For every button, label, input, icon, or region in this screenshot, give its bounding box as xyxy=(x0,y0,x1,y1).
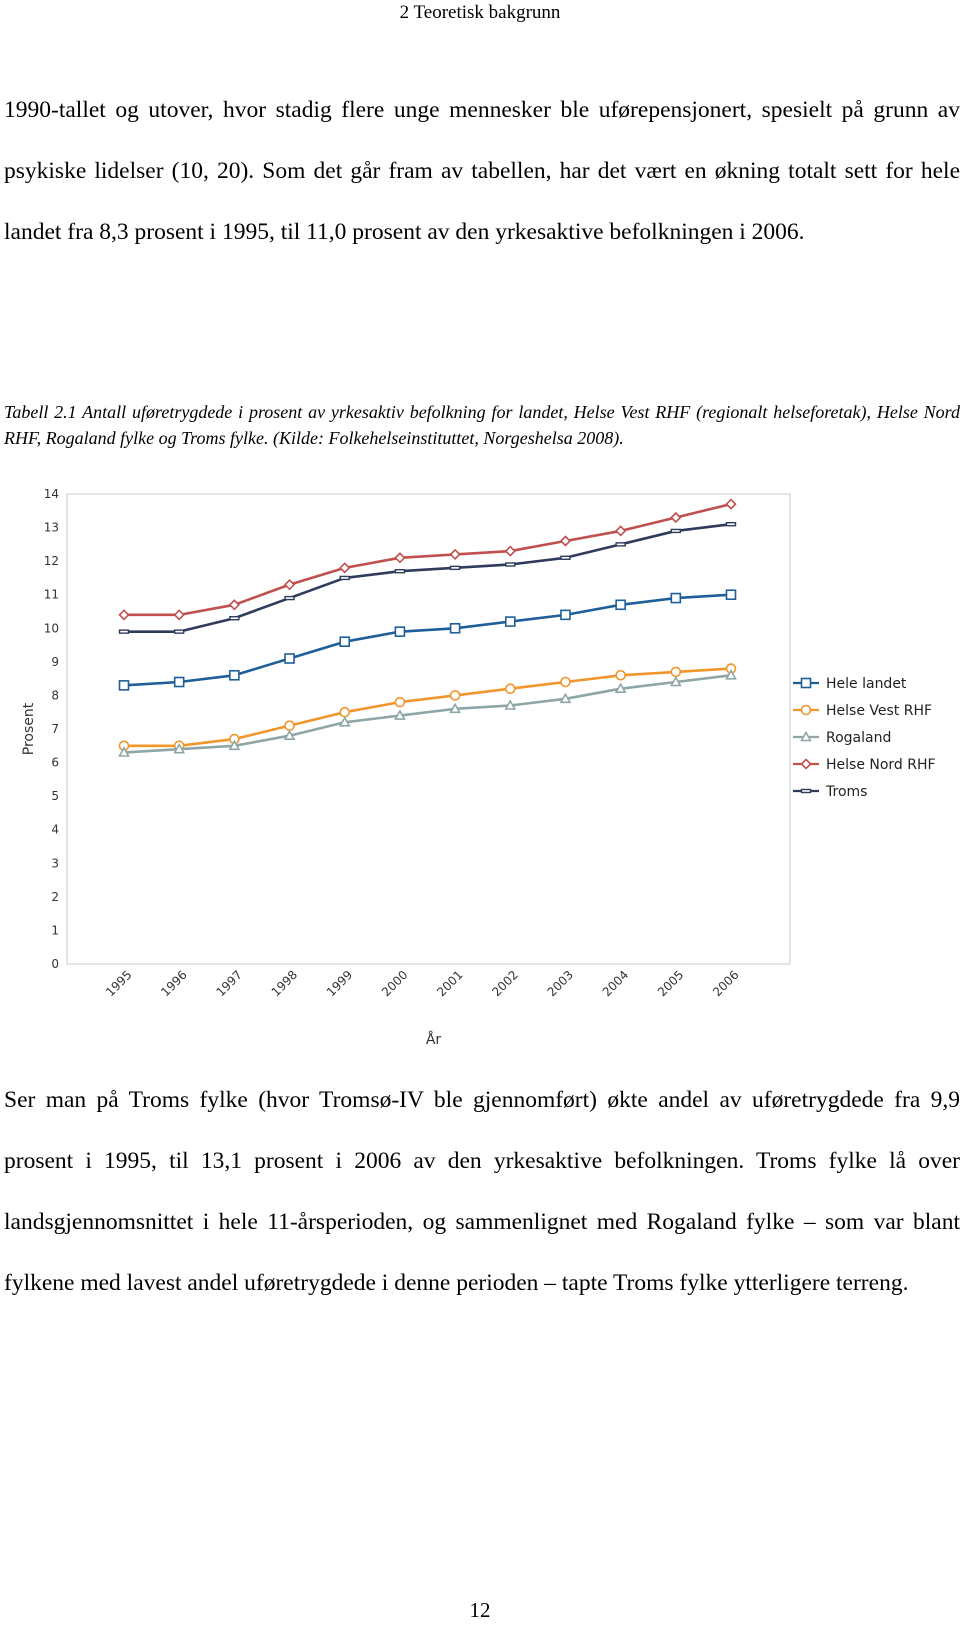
data-point-marker xyxy=(802,706,811,715)
x-tick-label: 2000 xyxy=(379,967,411,1000)
x-tick-label: 2006 xyxy=(710,967,742,1000)
legend-label: Helse Nord RHF xyxy=(826,757,936,773)
page-number: 12 xyxy=(469,1598,491,1622)
data-point-marker xyxy=(671,594,680,603)
y-tick-label: 7 xyxy=(51,722,59,736)
plot-area xyxy=(67,494,790,964)
data-point-marker xyxy=(506,617,515,626)
body-paragraph-1: 1990-tallet og utover, hvor stadig flere unge mennesker ble uførepensjonert, spesielt på grunn av psykiske lidelser (10, 20). Som det går fram av tabellen, har det vært en økning totalt sett for hele landet fra 8,3 prosent i 1995, til 11,0 prosent av den yrkesaktive befolkningen i 2006. xyxy=(4,97,960,245)
y-tick-label: 13 xyxy=(43,520,59,535)
y-axis-label: Prosent xyxy=(21,702,37,756)
x-tick-label: 2003 xyxy=(544,967,577,1000)
x-axis-label: År xyxy=(425,1032,442,1048)
data-point-marker xyxy=(285,721,294,730)
x-tick-label: 1995 xyxy=(103,967,135,1000)
x-tick-label: 2001 xyxy=(434,967,466,1000)
x-tick-label: 1996 xyxy=(158,967,190,1000)
y-tick-label: 14 xyxy=(43,487,59,501)
data-point-marker xyxy=(616,600,625,609)
y-tick-label: 3 xyxy=(51,856,59,871)
data-point-marker xyxy=(340,708,349,717)
y-tick-label: 6 xyxy=(51,755,59,770)
data-point-marker xyxy=(727,590,736,599)
y-tick-label: 9 xyxy=(51,654,59,669)
data-point-marker xyxy=(616,671,625,680)
data-point-marker xyxy=(395,698,404,707)
x-tick-label: 2005 xyxy=(654,967,687,1000)
data-point-marker xyxy=(285,654,294,663)
data-point-marker xyxy=(802,790,811,793)
data-point-marker xyxy=(395,627,404,636)
running-header xyxy=(0,0,960,26)
x-tick-label: 1999 xyxy=(323,967,356,1000)
data-point-marker xyxy=(340,576,349,579)
data-point-marker xyxy=(451,566,460,569)
x-tick-label: 2004 xyxy=(599,967,632,1000)
legend-label: Rogaland xyxy=(826,730,892,746)
data-point-marker xyxy=(395,570,404,573)
data-point-marker xyxy=(230,671,239,680)
y-tick-label: 11 xyxy=(43,587,59,602)
data-point-marker xyxy=(802,760,811,769)
running-title: 2 Teoretisk bakgrunn xyxy=(399,2,561,23)
data-point-marker xyxy=(561,556,570,559)
data-point-marker xyxy=(671,667,680,676)
page-footer xyxy=(0,1598,960,1623)
body-paragraph-2: Ser man på Troms fylke (hvor Tromsø-IV ble gjennomført) økte andel av uføretrygdede fra 9,9 prosent i 1995, til 13,1 prosent i 2006 av den yrkesaktive befolkningen. Troms fylke lå over landsgjennomsnittet i hele 11-årsperioden, og sammenlignet med Rogaland fylke – som var blant fylkene med lavest andel uføretrygdede i denne perioden – tapte Troms fylke ytterligere terreng. xyxy=(4,1087,960,1296)
y-tick-label: 0 xyxy=(51,957,59,971)
table-caption: Tabell 2.1 Antall uføretrygdede i prosent av yrkesaktiv befolkning for landet, Helse Vest RHF (regionalt helseforetak), Helse Nord RHF, Rogaland fylke og Troms fylke. (Kilde: Folkehelseinstituttet, Norgeshelsa 2008). xyxy=(4,402,960,448)
y-tick-label: 10 xyxy=(43,621,59,636)
x-tick-label: 1998 xyxy=(268,967,301,1000)
data-point-marker xyxy=(506,684,515,693)
data-point-marker xyxy=(561,678,570,687)
data-point-marker xyxy=(802,733,811,741)
data-point-marker xyxy=(802,679,811,688)
y-tick-label: 1 xyxy=(51,923,59,938)
y-tick-label: 5 xyxy=(51,789,59,804)
x-tick-label: 1997 xyxy=(213,967,245,1000)
data-point-marker xyxy=(120,681,129,690)
data-point-marker xyxy=(451,624,460,633)
data-point-marker xyxy=(175,630,184,633)
data-point-marker xyxy=(285,597,294,600)
legend-label: Helse Vest RHF xyxy=(826,703,933,719)
chart-svg xyxy=(0,480,960,1050)
y-tick-label: 2 xyxy=(51,889,59,904)
data-point-marker xyxy=(340,637,349,646)
y-tick-label: 8 xyxy=(51,688,59,703)
data-point-marker xyxy=(561,610,570,619)
data-point-marker xyxy=(230,617,239,620)
data-point-marker xyxy=(727,523,736,526)
data-point-marker xyxy=(451,691,460,700)
data-point-marker xyxy=(175,678,184,687)
data-point-marker xyxy=(616,543,625,546)
legend-label: Hele landet xyxy=(826,676,907,692)
data-point-marker xyxy=(506,563,515,566)
x-tick-label: 2002 xyxy=(489,967,521,1000)
data-point-marker xyxy=(120,630,129,633)
y-tick-label: 12 xyxy=(43,554,59,569)
data-point-marker xyxy=(671,529,680,532)
legend-label: Troms xyxy=(826,784,868,800)
y-tick-label: 4 xyxy=(51,822,59,837)
line-chart xyxy=(0,480,960,1050)
